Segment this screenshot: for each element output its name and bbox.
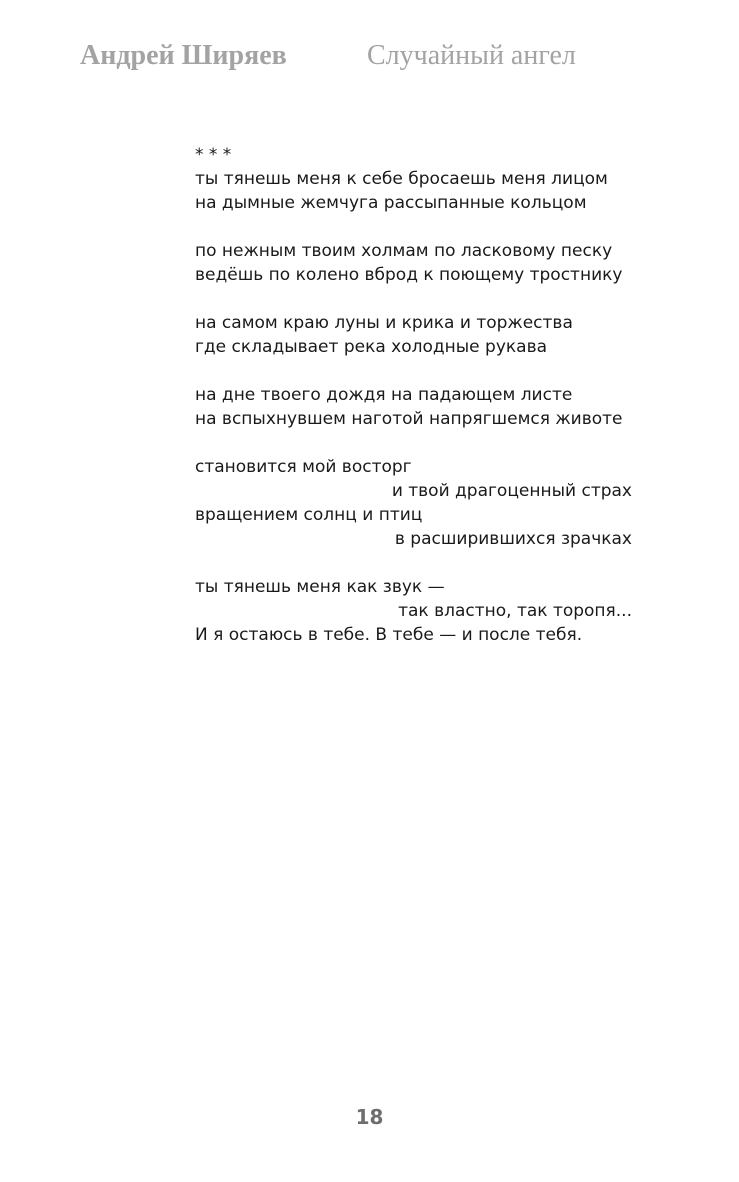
running-header — [80, 40, 640, 80]
poem-line: ты тянешь меня к себе бросаешь меня лицом — [195, 169, 608, 189]
stanza-break — [195, 215, 635, 239]
stanza-4 — [195, 383, 635, 431]
stanza-3 — [195, 311, 635, 359]
stanza-6 — [195, 575, 635, 647]
poem-line: где складывает река холодные рукава — [195, 337, 548, 357]
poem-line: становится мой восторг — [195, 457, 412, 477]
poem-line: на самом краю луны и крика и торжества — [195, 313, 573, 333]
header-author: Андрей Ширяев — [80, 40, 287, 71]
poem-line: на дымные жемчуга рассыпанные кольцом — [195, 193, 587, 213]
poem-line-indented: и твой драгоценный страх — [391, 481, 632, 501]
poem-line-indented: в расширившихся зрачках — [394, 529, 632, 549]
poem-line: И я остаюсь в тебе. В тебе — и после тебя. — [195, 625, 583, 645]
poem-line: на дне твоего дождя на падающем листе — [195, 385, 573, 405]
poem-ornament: * * * — [195, 145, 232, 165]
header-book-title: Случайный ангел — [367, 40, 576, 71]
stanza-break — [195, 359, 635, 383]
stanza-break — [195, 431, 635, 455]
poem — [195, 143, 635, 647]
stanza-5 — [195, 455, 635, 551]
stanza-break — [195, 551, 635, 575]
poem-line: по нежным твоим холмам по ласковому песку — [195, 241, 613, 261]
poem-line: ведёшь по колено вброд к поющему тростнику — [195, 265, 623, 285]
stanza-break — [195, 287, 635, 311]
poem-line: ты тянешь меня как звук — — [195, 577, 445, 597]
poem-line: вращением солнц и птиц — [195, 505, 423, 525]
stanza-2 — [195, 239, 635, 287]
poem-line: на вспыхнувшем наготой напрягшемся животе — [195, 409, 623, 429]
stanza-1 — [195, 167, 635, 215]
poem-line-indented: так властно, так торопя... — [398, 601, 632, 621]
page-number: 18 — [355, 1105, 384, 1129]
